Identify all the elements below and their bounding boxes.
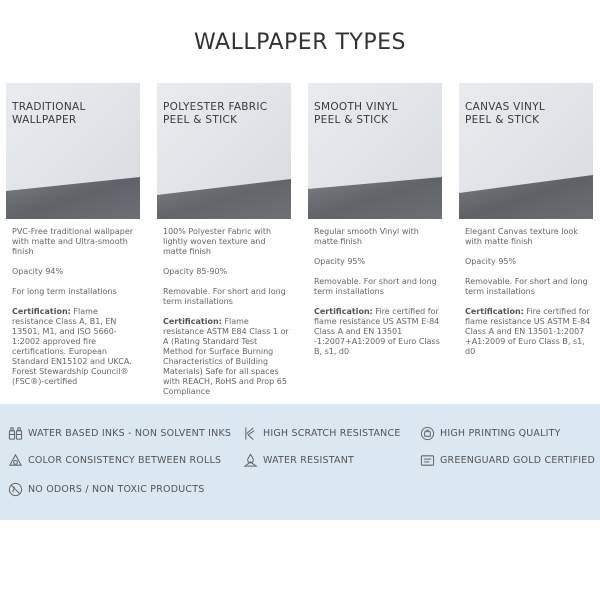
feature-color-consistency: COLOR CONSISTENCY BETWEEN ROLLS — [8, 453, 221, 468]
type-usage: For long term installations — [12, 287, 117, 296]
type-opacity: Opacity 95% — [465, 257, 517, 266]
color-consistency-icon — [8, 453, 23, 468]
wallpaper-type-name: POLYESTER FABRIC PEEL & STICK — [163, 101, 268, 126]
wallpaper-sample-image — [308, 83, 442, 219]
feature-printing-quality: HIGH PRINTING QUALITY — [420, 426, 561, 441]
wallpaper-type-name: SMOOTH VINYL PEEL & STICK — [314, 101, 398, 126]
wallpaper-type-polyester — [157, 83, 291, 407]
type-opacity: Opacity 95% — [314, 257, 366, 266]
type-usage: Removable. For short and long term installations — [163, 287, 286, 306]
ink-bottles-icon — [8, 426, 23, 441]
wallpaper-type-smooth-vinyl — [308, 83, 442, 367]
wallpaper-type-traditional — [6, 83, 140, 397]
type-usage: Removable. For short and long term installations — [314, 277, 437, 296]
type-certification: Certification: Fire certified for flame resistance US ASTM E-84 Class A and EN 13501-1:2007 +A1:2009 of Euro Class B, s1, d0 — [465, 307, 591, 356]
wallpaper-sample-image — [459, 83, 593, 219]
type-description: 100% Polyester Fabric with lightly woven texture and matte finish — [163, 227, 272, 256]
feature-no-odors: NO ODORS / NON TOXIC PRODUCTS — [8, 482, 204, 497]
features-band — [0, 404, 600, 520]
feature-water-based-inks: WATER BASED INKS - NON SOLVENT INKS — [8, 426, 231, 441]
type-opacity: Opacity 94% — [12, 267, 64, 276]
greenguard-badge-icon — [420, 453, 435, 468]
type-opacity: Opacity 85-90% — [163, 267, 228, 276]
wallpaper-sample-image — [6, 83, 140, 219]
water-resistant-icon — [243, 453, 258, 468]
no-odor-icon — [8, 482, 23, 497]
type-certification: Certification: Fire certified for flame resistance US ASTM E-84 Class A and EN 13501 -1:2007+A1:2009 of Euro Class B, s1, d0 — [314, 307, 440, 356]
scratch-icon — [243, 426, 258, 441]
type-description: Elegant Canvas texture look with matte finish — [465, 227, 578, 246]
type-usage: Removable. For short and long term installations — [465, 277, 588, 296]
wallpaper-sample-image — [157, 83, 291, 219]
wallpaper-type-name: TRADITIONAL WALLPAPER — [12, 101, 86, 126]
wallpaper-type-canvas-vinyl — [459, 83, 593, 367]
type-certification: Certification: Flame resistance ASTM E84 Class 1 or A (Rating Standard Test Method for Surface Burning Characteristics of Building Materials) Safe for all spaces with REACH, RoHS and Prop 65 Compliance — [163, 317, 289, 396]
feature-greenguard-gold: GREENGUARD GOLD CERTIFIED — [420, 453, 595, 468]
type-description: PVC-Free traditional wallpaper with matte and Ultra-smooth finish — [12, 227, 134, 256]
type-certification: Certification: Flame resistance Class A, B1, EN 13501, M1, and ISO 5660-1:2002 approved fire certifications. European Standard EN15102 and UKCA. Forest Stewardship Council® (FSC®)-certified — [12, 307, 132, 386]
feature-water-resistant: WATER RESISTANT — [243, 453, 354, 468]
page-title: WALLPAPER TYPES — [194, 30, 406, 55]
type-description: Regular smooth Vinyl with matte finish — [314, 227, 419, 246]
print-quality-icon — [420, 426, 435, 441]
wallpaper-type-name: CANVAS VINYL PEEL & STICK — [465, 101, 546, 126]
feature-scratch-resistance: HIGH SCRATCH RESISTANCE — [243, 426, 401, 441]
